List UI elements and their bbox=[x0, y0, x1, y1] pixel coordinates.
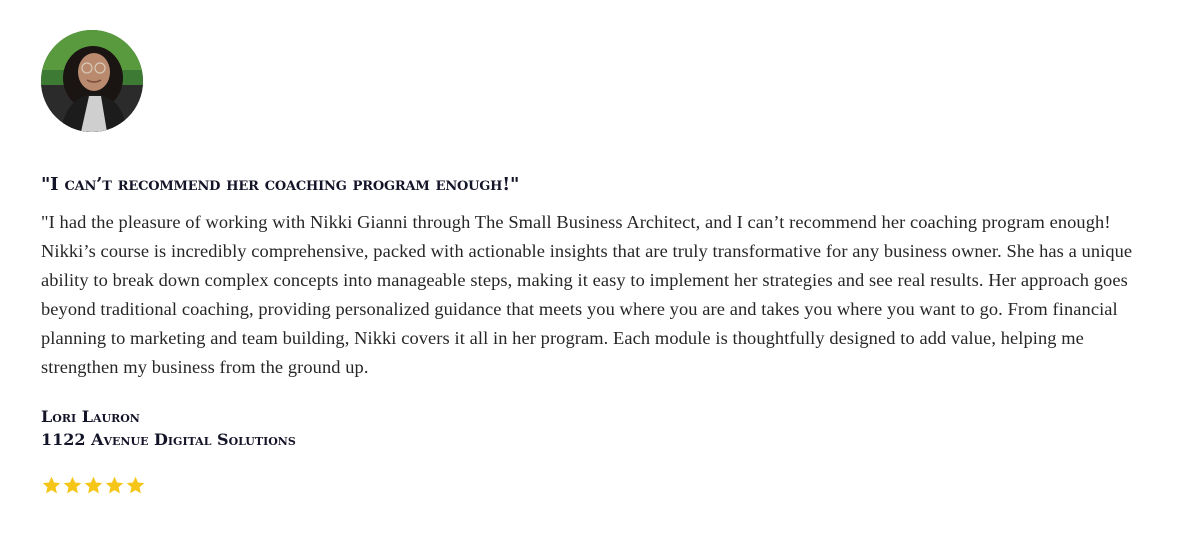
author-company: 1122 Avenue Digital Solutions bbox=[41, 430, 296, 449]
testimonial-body: "I had the pleasure of working with Nikki Gianni through The Small Business Architect, and I can’t recommend her coaching program enough! Nikki’s course is incredibly comprehensive, packed with actionable insights that are truly transformative for any business owner. She has a unique ability to break down complex concepts into manageable steps, making it easy to implement her strategies and see real results. Her approach goes beyond traditional coaching, providing personalized guidance that meets you where you are and takes you where you want to go. From financial planning to marketing and team building, Nikki covers it all in her program. Each module is thoughtfully designed to add value, helping me strengthen my business from the ground up. bbox=[41, 212, 1133, 377]
author-name: Lori Lauron bbox=[41, 407, 140, 426]
star-icon bbox=[104, 475, 125, 496]
star-rating bbox=[41, 475, 1161, 496]
star-icon bbox=[83, 475, 104, 496]
testimonial-card bbox=[41, 30, 1161, 496]
avatar-photo bbox=[41, 30, 143, 132]
author-block bbox=[41, 405, 1161, 451]
testimonial-headline: "I can’t recommend her coaching program enough!" bbox=[41, 174, 520, 195]
star-icon bbox=[125, 475, 146, 496]
star-icon bbox=[41, 475, 62, 496]
avatar bbox=[41, 30, 143, 132]
star-icon bbox=[62, 475, 83, 496]
